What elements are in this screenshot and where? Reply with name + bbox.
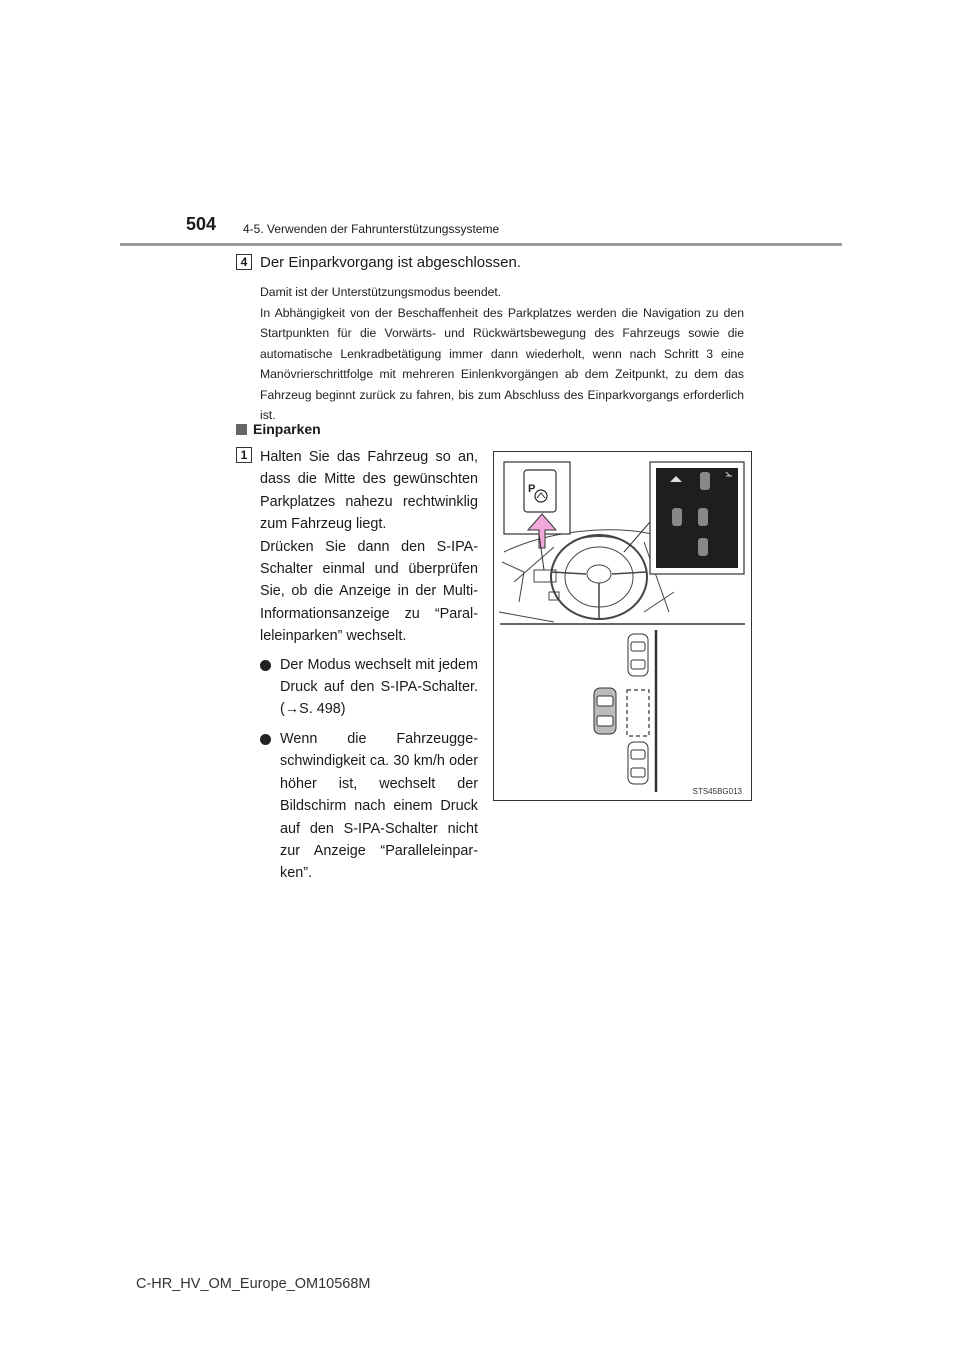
step-4-detail-line: Damit ist der Unterstützungsmodus beendet. — [260, 285, 502, 299]
subsection-heading — [236, 421, 321, 437]
square-bullet-icon — [236, 424, 247, 435]
figure-code: STS45BG013 — [692, 787, 742, 796]
step-4-detail — [260, 282, 744, 426]
dashboard-drawing — [499, 530, 674, 622]
parked-car — [628, 742, 648, 784]
note-text: Der Modus wechselt mit jedem Druck auf den S-IPA-Schalter. (→S. 498) — [280, 656, 478, 718]
document-id: C-HR_HV_OM_Europe_OM10568M — [136, 1276, 371, 1292]
parked-car — [628, 634, 648, 676]
page-number: 504 — [186, 214, 217, 234]
note-item — [260, 728, 478, 885]
step-1-paragraph: Drücken Sie dann den S-IPA-Schalter einmal und überprüfen Sie, ob die Anzeige in der Multi-Informationsanzeige zu “Paral-leleinparken” wechselt. — [260, 538, 478, 645]
bullet-dot-icon — [260, 734, 271, 745]
parking-illustration — [493, 451, 752, 801]
svg-text:P: P — [528, 483, 536, 495]
step-4-heading: Der Einparkvorgang ist abgeschlossen. — [260, 254, 521, 271]
bullet-dot-icon — [260, 660, 271, 671]
step-4-detail-paragraph: In Abhängigkeit von der Beschaffenheit des Parkplatzes werden die Navigation zu den Startpunkten für die Vorwärts- und Rückwärtsbewegung des Fahrzeugs sowie die automatische Lenkradbetätigung immer dann wiederholt, wenn nach Schritt 3 eine Manövrierschrittfolge mit mehreren Einlenkvorgängen ab dem Zeitpunkt, zu dem das Fahrzeug beginnt zurück zu fahren, bis zum Abschluss des Einparkvorgangs erforderlich ist. — [260, 305, 744, 422]
header-divider — [120, 243, 842, 246]
step-1-marker: 1 — [236, 447, 252, 463]
note-item — [260, 654, 478, 721]
step-1-notes — [260, 654, 478, 885]
target-parking-space — [627, 690, 649, 736]
step-1-paragraph: Halten Sie das Fahrzeug so an, dass die Mitte des gewünschten Parkplatzes nahezu rechtwinklig zum Fahrzeug liegt. — [260, 449, 478, 533]
own-vehicle — [594, 688, 616, 734]
section-title: 4-5. Verwenden der Fahrunterstützungssysteme — [243, 222, 500, 236]
note-text: Wenn die Fahrzeugge-schwindigkeit ca. 30 km/h oder höher ist, wechselt der Bildschirm nach einem Druck auf den S-IPA-Schalter nicht zur Anzeige “Paralleleinpar-ken”. — [280, 730, 478, 882]
step-4-marker: 4 — [236, 254, 252, 270]
parking-illustration-svg — [494, 452, 751, 800]
subsection-title: Einparken — [253, 421, 321, 437]
step-1-text — [260, 446, 478, 892]
